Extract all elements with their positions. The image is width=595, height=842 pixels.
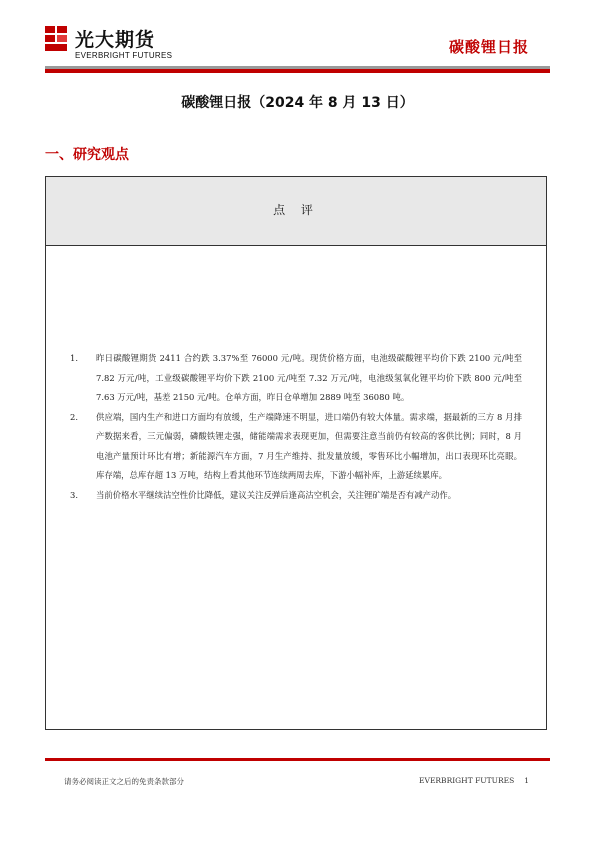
footer-disclaimer: 请务必阅读正文之后的免责条款部分 (64, 777, 184, 786)
list-item-text: 当前价格水平继续沽空性价比降低，建议关注反弹后逢高沽空机会，关注锂矿端是否有减产动作。 (96, 489, 457, 500)
footer-brand: EVERBRIGHT FUTURES (419, 776, 515, 785)
company-logo (45, 24, 185, 64)
everbright-logo-icon (45, 24, 69, 54)
commentary-list (70, 349, 522, 505)
footer-rule (45, 758, 550, 761)
list-item (70, 486, 522, 506)
list-item-text: 供应端，国内生产和进口方面均有放缓，生产端降速不明显，进口端仍有较大体量。需求端，据最新的三方 8 月排产数据来看，三元偏弱，磷酸铁锂走强，储能端需求表现更加，但需要注意当前仍有较高的客供比例；同时，8 月电池产量预计环比有增；新能源汽车方面，7 月生产维持、批发量放缓，零售环比小幅增加，出口表现环比亮眼。库存端，总库存超 13 万吨，结构上看其他环节连续两周去库，下游小幅补库，上游延续累库。 (96, 411, 522, 480)
panel-header: 点 评 (46, 177, 546, 246)
page-number: 1 (524, 776, 529, 785)
list-item-number: 2. (70, 411, 78, 422)
header-rule-red (45, 69, 550, 73)
list-item (70, 408, 522, 486)
list-item-number: 1. (70, 353, 78, 363)
logo-chinese-name: 光大期货 (75, 29, 156, 51)
document-title: 碳酸锂日报（2024 年 8 月 13 日） (181, 95, 414, 111)
list-item (70, 349, 522, 408)
section-heading: 一、研究观点 (45, 147, 129, 163)
logo-english-name: EVERBRIGHT FUTURES (75, 51, 173, 60)
list-item-text: 昨日碳酸锂期货 2411 合约跌 3.37%至 76000 元/吨。现货价格方面，电池级碳酸锂平均价下跌 2100 元/吨至 7.82 万元/吨，工业级碳酸锂平均价下跌 2100 元/吨至 7.32 万元/吨，电池级氢氧化锂平均价下跌 800 元/吨至 7.63 万元/吨，基差 2150 元/吨。仓单方面，昨日仓单增加 2889 吨至 36080 吨。 (96, 353, 522, 402)
report-header-title: 碳酸锂日报 (448, 38, 529, 56)
commentary-panel (45, 176, 547, 730)
list-item-number: 3. (70, 489, 78, 500)
footer-brand-page (419, 776, 529, 785)
